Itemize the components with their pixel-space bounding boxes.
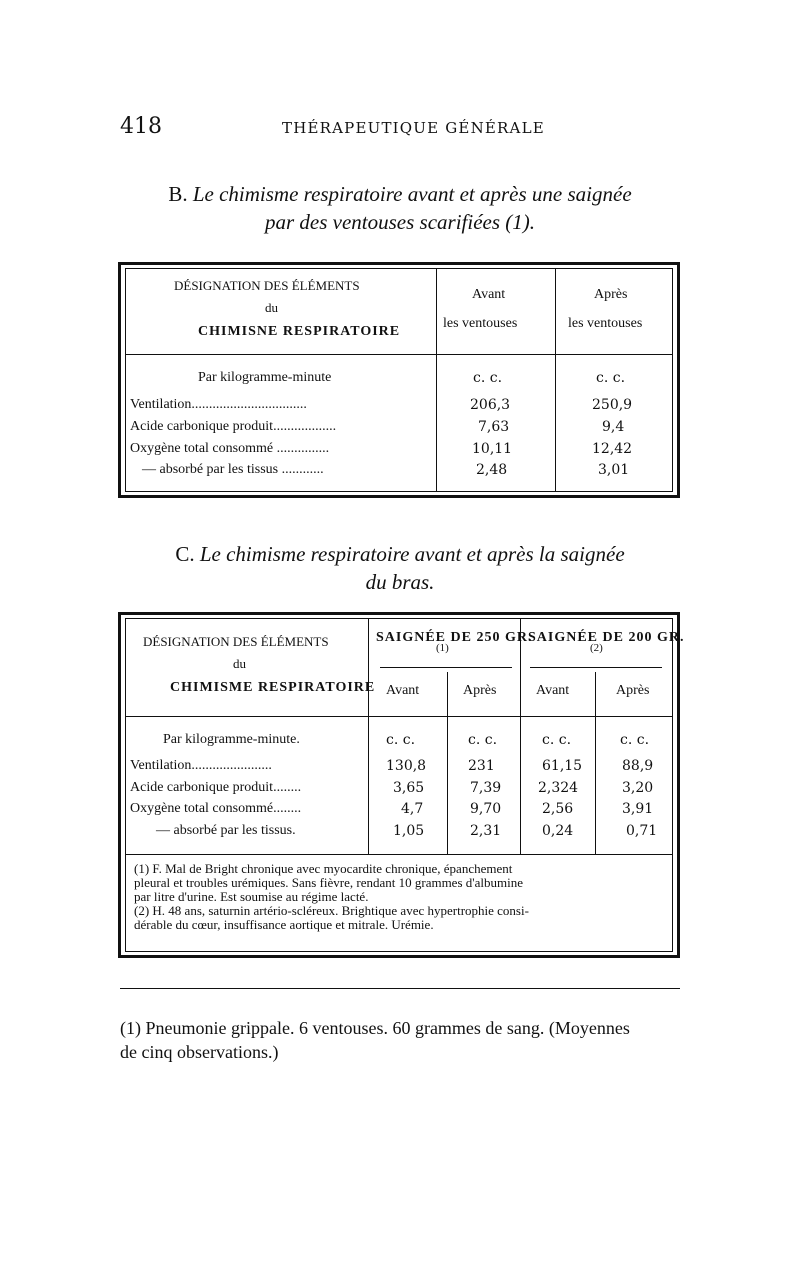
table-b-col3-line1: Après	[594, 287, 628, 302]
table-c-group2-note: (2)	[590, 642, 603, 654]
section-c-letter: C.	[175, 542, 195, 566]
table-b-col1-line1: DÉSIGNATION DES ÉLÉMENTS	[174, 278, 360, 293]
page-footnote	[120, 1016, 690, 1064]
table-b-unit-v2: c. c.	[596, 370, 626, 386]
table-row: Acide carbonique produit..................	[130, 419, 337, 434]
table-cell: 2,56	[542, 801, 574, 817]
table-cell: 3,91	[622, 801, 654, 817]
table-cell: 4,7	[401, 801, 424, 817]
table-cell: 0,24	[542, 823, 574, 839]
table-cell: 3,01	[598, 462, 630, 478]
table-cell: 1,05	[393, 823, 425, 839]
section-b-title-line2: par des ventouses scarifiées (1).	[264, 210, 536, 234]
section-b-title	[120, 180, 680, 236]
table-b-unit-v1: c. c.	[473, 370, 503, 386]
table-row: Ventilation.................................	[130, 397, 307, 412]
note-line: pleural et troubles urémiques. Sans fièvre, rendant 10 grammes d'albumine	[134, 875, 523, 890]
table-cell: 9,4	[602, 419, 625, 435]
table-cell: 3,20	[622, 780, 654, 796]
table-row: — absorbé par les tissus.	[156, 823, 296, 838]
table-c-sub-apres-2: Après	[616, 683, 650, 698]
table-b-col1-line3: CHIMISNE RESPIRATOIRE	[198, 324, 401, 339]
section-b-title-line1: Le chimisme respiratoire avant et après une saignée	[192, 182, 632, 206]
section-b-letter: B.	[168, 182, 188, 206]
table-c-group2: SAIGNÉE DE 200 GR.	[528, 630, 685, 645]
note-line: (1) F. Mal de Bright chronique avec myocardite chronique, épanchement	[134, 861, 513, 876]
table-b-unit-label: Par kilogramme-minute	[198, 370, 332, 385]
section-c-title-line1: Le chimisme respiratoire avant et après la saignée	[199, 542, 625, 566]
table-c-sub-avant-1: Avant	[386, 683, 420, 698]
table-cell: 7,39	[470, 780, 502, 796]
footnote-line1: (1) Pneumonie grippale. 6 ventouses. 60 grammes de sang. (Moyennes	[120, 1018, 630, 1038]
table-cell: 2,324	[538, 780, 579, 796]
table-cell: 2,48	[476, 462, 508, 478]
table-b-col1-line2: du	[265, 300, 278, 315]
table-c-group1: SAIGNÉE DE 250 GR.	[376, 630, 533, 645]
table-c-col1-line2: du	[233, 656, 246, 671]
table-c-unit-v1: c. c.	[386, 732, 416, 748]
table-c-sub-apres-1: Après	[463, 683, 497, 698]
table-cell: 3,65	[393, 780, 425, 796]
table-cell: 7,63	[478, 419, 510, 435]
table-cell: 10,11	[472, 441, 513, 457]
table-cell: 88,9	[622, 758, 654, 774]
section-c-title-line2: du bras.	[365, 570, 435, 594]
table-cell: 2,31	[470, 823, 502, 839]
table-b-col3-line2: les ventouses	[568, 316, 643, 331]
table-c-unit-v3: c. c.	[542, 732, 572, 748]
note-line: dérable du cœur, insuffisance aortique et mitrale. Urémie.	[134, 917, 434, 932]
table-c-sub-avant-2: Avant	[536, 683, 570, 698]
table-c	[118, 612, 685, 958]
table-row: Ventilation.......................	[130, 758, 272, 773]
table-row: Oxygène total consommé ...............	[130, 441, 330, 456]
table-c-unit-label: Par kilogramme-minute.	[163, 732, 300, 747]
table-cell: 61,15	[542, 758, 583, 774]
table-b	[118, 262, 680, 498]
table-cell: 250,9	[592, 397, 633, 413]
table-b-col2-line2: les ventouses	[443, 316, 518, 331]
table-b-col2-line1: Avant	[472, 287, 506, 302]
table-c-col1-line3: CHIMISME RESPIRATOIRE	[170, 680, 376, 695]
note-line: par litre d'urine. Est soumise au régime lacté.	[134, 889, 369, 904]
table-c-col1-line1: DÉSIGNATION DES ÉLÉMENTS	[143, 634, 329, 649]
table-cell: 231	[468, 758, 495, 774]
running-title: THÉRAPEUTIQUE GÉNÉRALE	[282, 119, 545, 137]
table-cell: 9,70	[470, 801, 502, 817]
table-c-group1-note: (1)	[436, 642, 449, 654]
table-cell: 206,3	[470, 397, 511, 413]
table-cell: 130,8	[386, 758, 427, 774]
section-c-title	[120, 540, 680, 596]
page-number: 418	[120, 114, 162, 139]
table-row: Oxygène total consommé........	[130, 801, 302, 816]
table-c-unit-v4: c. c.	[620, 732, 650, 748]
table-cell: 12,42	[592, 441, 633, 457]
table-row: — absorbé par les tissus ............	[142, 462, 324, 477]
note-line: (2) H. 48 ans, saturnin artério-scléreux. Brightique avec hypertrophie consi-	[134, 903, 529, 918]
footnote-rule	[120, 988, 680, 989]
table-c-notes	[134, 862, 668, 932]
footnote-line2: de cinq observations.)	[120, 1042, 279, 1062]
table-cell: 0,71	[626, 823, 658, 839]
table-c-unit-v2: c. c.	[468, 732, 498, 748]
table-row: Acide carbonique produit........	[130, 780, 302, 795]
